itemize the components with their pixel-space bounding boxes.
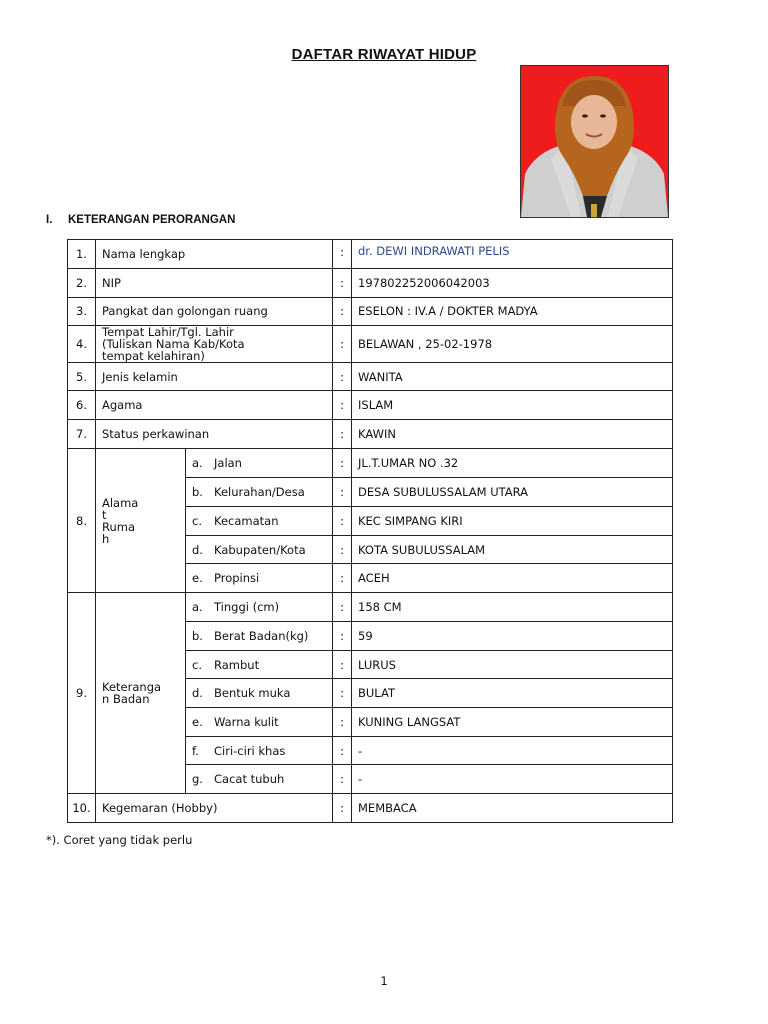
row-value: - [352, 765, 673, 794]
row-label: Tempat Lahir/Tgl. Lahir (Tuliskan Nama Kab/Kota tempat kelahiran) [96, 326, 333, 363]
row-value: BULAT [352, 679, 673, 708]
sub-label [186, 737, 333, 765]
colon: : [333, 507, 352, 536]
sub-label-text: Ciri-ciri khas [214, 743, 286, 758]
sub-label [186, 765, 333, 794]
row-value: KOTA SUBULUSSALAM [352, 536, 673, 564]
group-label-badan: Keteranga n Badan [96, 593, 186, 794]
colon: : [333, 593, 352, 622]
table-row [68, 593, 673, 622]
table-row [68, 240, 673, 269]
row-label: Status perkawinan [96, 420, 333, 449]
row-value: ISLAM [352, 391, 673, 420]
row-value: 59 [352, 622, 673, 651]
page-number: 1 [380, 974, 388, 988]
footnote: *). Coret yang tidak perlu [46, 833, 193, 847]
sub-letter: a. [192, 600, 203, 615]
row-label: Kegemaran (Hobby) [96, 794, 333, 823]
sub-letter: b. [192, 629, 203, 644]
sub-label-text: Propinsi [214, 571, 260, 586]
table-row [68, 794, 673, 823]
row-value: MEMBACA [352, 794, 673, 823]
table-row [68, 420, 673, 449]
row-value: BELAWAN , 25-02-1978 [352, 326, 673, 363]
colon: : [333, 269, 352, 298]
colon: : [333, 794, 352, 823]
sub-label [186, 651, 333, 679]
sub-label [186, 478, 333, 507]
row-number: 7. [68, 420, 96, 449]
sub-letter: e. [192, 715, 203, 730]
table-row [68, 269, 673, 298]
sub-label [186, 708, 333, 737]
table-row [68, 326, 673, 363]
row-number: 6. [68, 391, 96, 420]
sub-label-text: Berat Badan(kg) [214, 629, 309, 644]
row-value: JL.T.UMAR NO .32 [352, 449, 673, 478]
sub-label [186, 449, 333, 478]
colon: : [333, 420, 352, 449]
row-number: 9. [68, 593, 96, 794]
colon: : [333, 478, 352, 507]
sub-label-text: Bentuk muka [214, 686, 291, 701]
sub-label [186, 564, 333, 593]
section-heading [46, 214, 235, 226]
row-value: 158 CM [352, 593, 673, 622]
sub-label [186, 679, 333, 708]
row-value: ACEH [352, 564, 673, 593]
sub-label-text: Kecamatan [214, 514, 279, 529]
row-label: Agama [96, 391, 333, 420]
table-row [68, 449, 673, 478]
sub-label [186, 622, 333, 651]
section-title: KETERANGAN PERORANGAN [68, 214, 236, 226]
row-value: - [352, 737, 673, 765]
row-number: 8. [68, 449, 96, 593]
colon: : [333, 536, 352, 564]
sub-letter: d. [192, 686, 203, 701]
colon: : [333, 298, 352, 326]
sub-letter: c. [192, 657, 202, 672]
colon: : [333, 737, 352, 765]
sub-label-text: Warna kulit [214, 715, 279, 730]
row-value: 197802252006042003 [352, 269, 673, 298]
row-number: 4. [68, 326, 96, 363]
row-value: LURUS [352, 651, 673, 679]
row-number: 5. [68, 363, 96, 391]
colon: : [333, 240, 352, 269]
sub-letter: c. [192, 514, 202, 529]
sub-label [186, 507, 333, 536]
sub-label-text: Kabupaten/Kota [214, 542, 306, 557]
colon: : [333, 679, 352, 708]
sub-letter: b. [192, 485, 203, 500]
row-value: KAWIN [352, 420, 673, 449]
row-value: ESELON : IV.A / DOKTER MADYA [352, 298, 673, 326]
group-label-alamat: Alama t Ruma h [96, 449, 186, 593]
sub-label-text: Kelurahan/Desa [214, 485, 305, 500]
row-value: DESA SUBULUSSALAM UTARA [352, 478, 673, 507]
row-value: WANITA [352, 363, 673, 391]
table-row [68, 391, 673, 420]
colon: : [333, 622, 352, 651]
sub-letter: e. [192, 571, 203, 586]
colon: : [333, 326, 352, 363]
row-value: KEC SIMPANG KIRI [352, 507, 673, 536]
row-label: NIP [96, 269, 333, 298]
row-number: 2. [68, 269, 96, 298]
row-number: 10. [68, 794, 96, 823]
sub-letter: f. [192, 743, 199, 758]
row-value [352, 240, 673, 269]
row-label: Nama lengkap [96, 240, 333, 269]
colon: : [333, 564, 352, 593]
colon: : [333, 708, 352, 737]
table-row [68, 363, 673, 391]
profile-photo [520, 65, 669, 218]
colon: : [333, 651, 352, 679]
row-label: Jenis kelamin [96, 363, 333, 391]
colon: : [333, 363, 352, 391]
sub-label-text: Cacat tubuh [214, 772, 285, 787]
sub-letter: d. [192, 542, 203, 557]
row-label: Pangkat dan golongan ruang [96, 298, 333, 326]
colon: : [333, 391, 352, 420]
row-value: KUNING LANGSAT [352, 708, 673, 737]
sub-label [186, 593, 333, 622]
table-row [68, 298, 673, 326]
row-number: 1. [68, 240, 96, 269]
colon: : [333, 449, 352, 478]
colon: : [333, 765, 352, 794]
sub-label-text: Tinggi (cm) [214, 600, 280, 615]
sub-label [186, 536, 333, 564]
name-value: dr. DEWI INDRAWATI PELIS [358, 243, 510, 258]
biodata-table [67, 239, 673, 823]
sub-label-text: Jalan [214, 456, 242, 471]
sub-letter: g. [192, 772, 203, 787]
section-number: I. [46, 214, 53, 226]
sub-label-text: Rambut [214, 657, 260, 672]
sub-letter: a. [192, 456, 203, 471]
document-title: DAFTAR RIWAYAT HIDUP [291, 46, 477, 63]
row-number: 3. [68, 298, 96, 326]
